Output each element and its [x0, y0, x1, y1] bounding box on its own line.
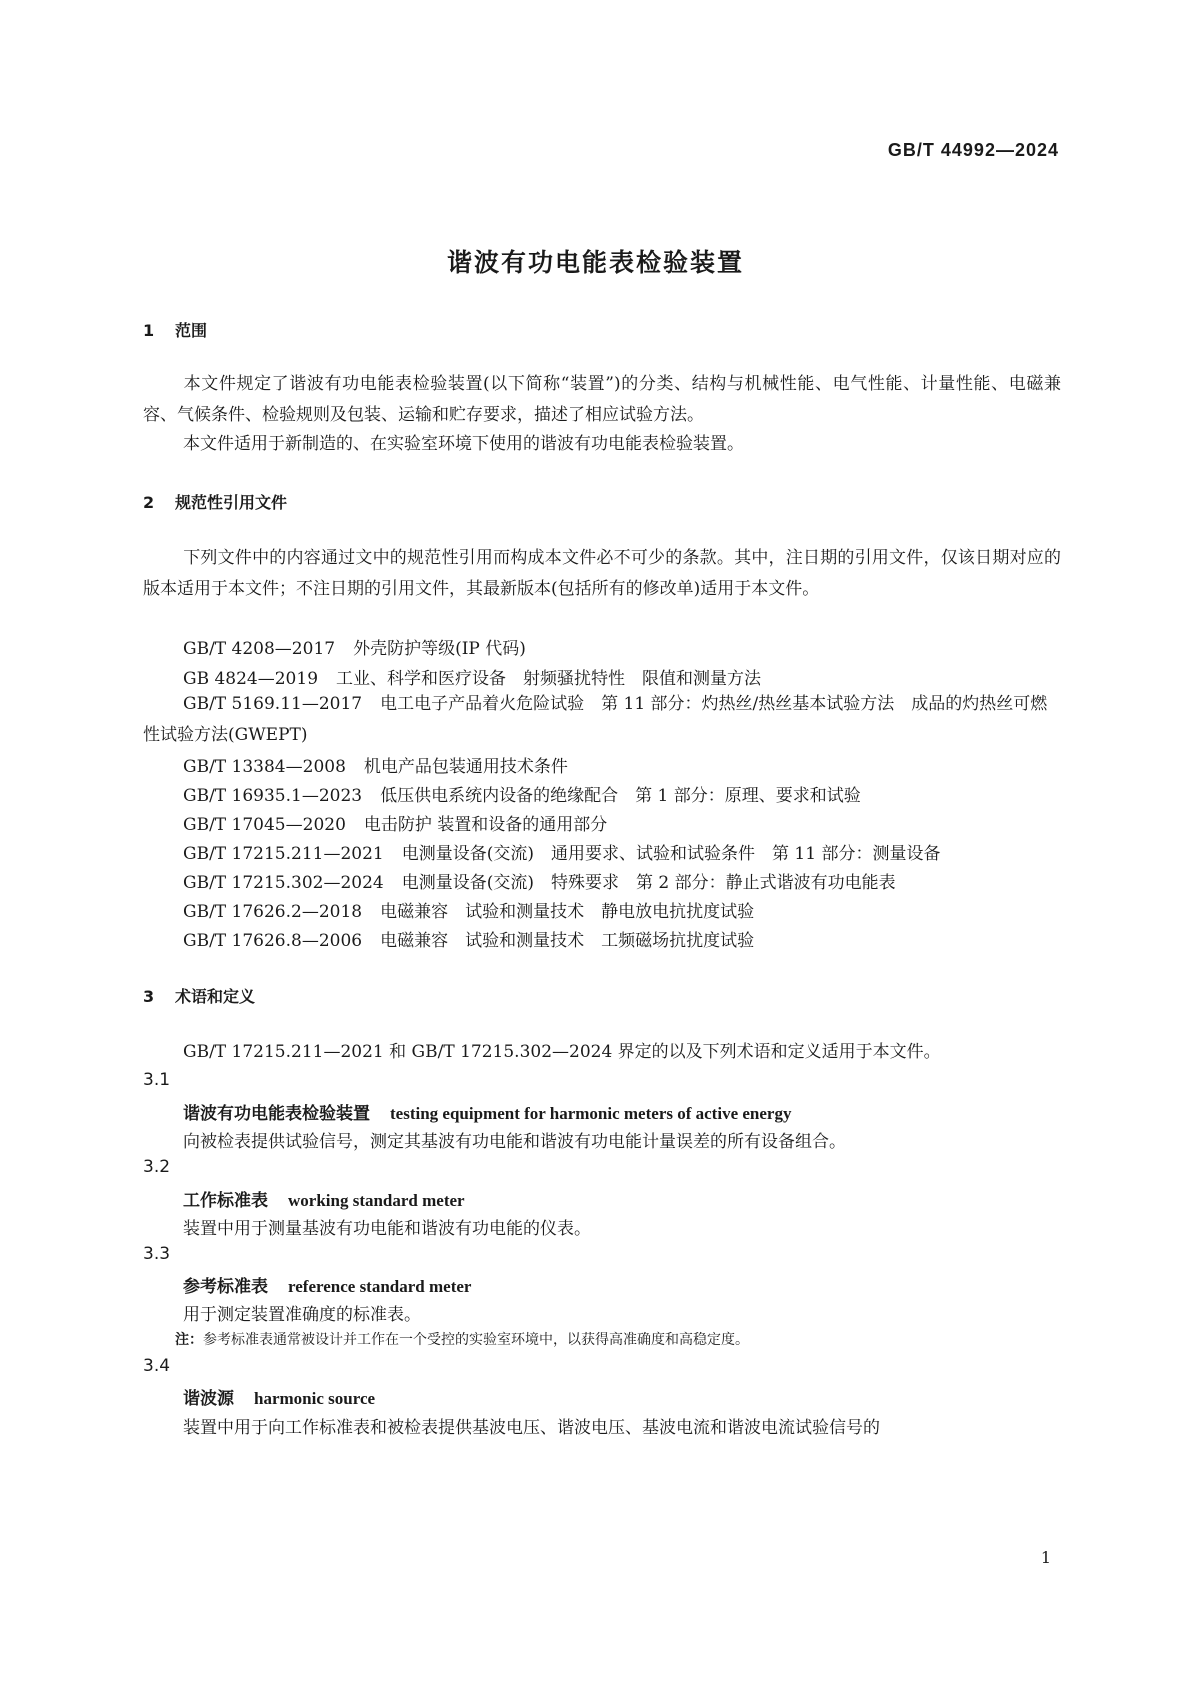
reference-item: GB/T 17215.302—2024 电测量设备(交流) 特殊要求 第 2 部分：静止式谐波有功电能表: [183, 873, 896, 893]
section-number: 2: [143, 493, 155, 512]
document-title: 谐波有功电能表检验装置: [446, 248, 744, 277]
reference-item: GB/T 13384—2008 机电产品包装通用技术条件: [183, 757, 568, 777]
term-definition: 向被检表提供试验信号，测定其基波有功电能和谐波有功电能计量误差的所有设备组合。: [183, 1132, 846, 1152]
term-definition: 装置中用于测量基波有功电能和谐波有功电能的仪表。: [183, 1219, 591, 1239]
reference-item: GB 4824—2019 工业、科学和医疗设备 射频骚扰特性 限值和测量方法: [183, 669, 762, 689]
term-heading: 谐波有功电能表检验装置 testing equipment for harmonic meters of active energy: [183, 1104, 792, 1124]
reference-item: GB/T 17215.211—2021 电测量设备(交流) 通用要求、试验和试验条件 第 11 部分：测量设备: [183, 844, 941, 864]
section-1-heading: [143, 318, 207, 341]
reference-item: GB/T 17045—2020 电击防护 装置和设备的通用部分: [183, 815, 608, 835]
term-definition: 用于测定装置准确度的标准表。: [183, 1305, 421, 1325]
term-note: 注：参考标准表通常被设计并工作在一个受控的实验室环境中，以获得高准确度和高稳定度。: [175, 1332, 749, 1348]
reference-item: GB/T 17626.2—2018 电磁兼容 试验和测量技术 静电放电抗扰度试验: [183, 902, 755, 922]
section-title: 术语和定义: [175, 987, 256, 1006]
term-number: 3.4: [143, 1356, 171, 1376]
reference-item: GB/T 4208—2017 外壳防护等级(IP 代码): [183, 639, 526, 659]
term-definition: 装置中用于向工作标准表和被检表提供基波电压、谐波电压、基波电流和谐波电流试验信号的: [183, 1418, 880, 1438]
section-3-heading: [143, 984, 255, 1007]
section-title: 规范性引用文件: [175, 493, 288, 512]
term-number: 3.1: [143, 1070, 171, 1090]
standard-number: GB/T 44992—2024: [887, 140, 1059, 160]
section-1-paragraph-1: 本文件规定了谐波有功电能表检验装置(以下简称“装置”)的分类、结构与机械性能、电气性能、计量性能、电磁兼容、气候条件、检验规则及包装、运输和贮存要求，描述了相应试验方法。: [143, 374, 1061, 425]
reference-item: GB/T 5169.11—2017 电工电子产品着火危险试验 第 11 部分：灼热丝/热丝基本试验方法 成品的灼热丝可燃性试验方法(GWEPT): [143, 694, 1048, 745]
term-number: 3.3: [143, 1244, 171, 1264]
term-number: 3.2: [143, 1157, 171, 1177]
term-heading: 参考标准表 reference standard meter: [183, 1277, 472, 1297]
reference-item: GB/T 16935.1—2023 低压供电系统内设备的绝缘配合 第 1 部分：原理、要求和试验: [183, 786, 861, 806]
section-number: 1: [143, 321, 155, 340]
reference-item: GB/T 17626.8—2006 电磁兼容 试验和测量技术 工频磁场抗扰度试验: [183, 931, 755, 951]
section-2-heading: [143, 490, 287, 513]
section-number: 3: [143, 987, 155, 1006]
page-number: 1: [1040, 1548, 1051, 1567]
section-3-intro: GB/T 17215.211—2021 和 GB/T 17215.302—2024 界定的以及下列术语和定义适用于本文件。: [183, 1042, 941, 1062]
section-1-paragraph-2: 本文件适用于新制造的、在实验室环境下使用的谐波有功电能表检验装置。: [183, 434, 744, 454]
term-heading: 谐波源 harmonic source: [183, 1389, 376, 1409]
section-2-intro: 下列文件中的内容通过文中的规范性引用而构成本文件必不可少的条款。其中，注日期的引用文件，仅该日期对应的版本适用于本文件；不注日期的引用文件，其最新版本(包括所有的修改单)适用于本文件。: [143, 548, 1061, 599]
section-title: 范围: [175, 321, 208, 340]
term-heading: 工作标准表 working standard meter: [183, 1191, 465, 1211]
